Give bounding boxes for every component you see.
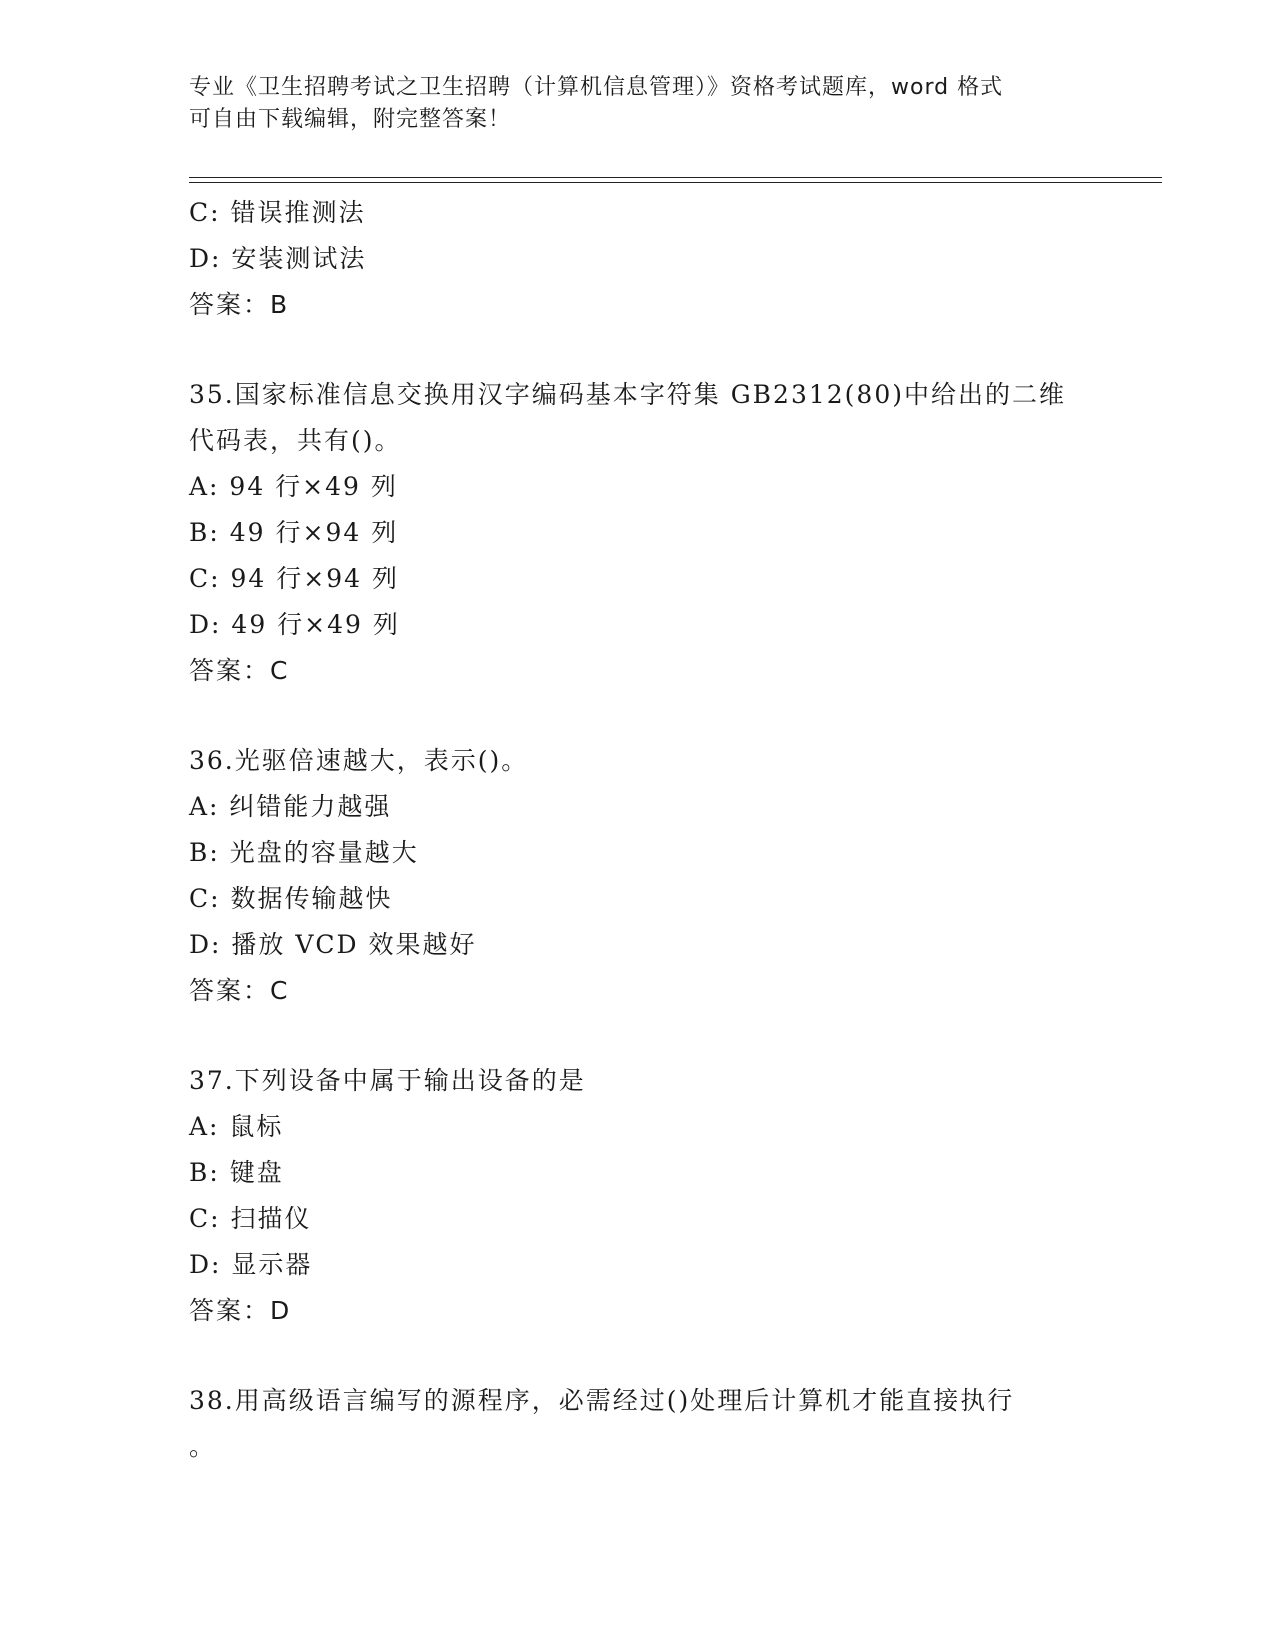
header-divider-bottom (189, 182, 1162, 183)
question-35 (189, 372, 1089, 694)
question-37 (189, 1058, 1089, 1334)
question-gap (189, 1014, 1089, 1058)
option-b: B: 光盘的容量越大 (189, 838, 419, 867)
question-36 (189, 738, 1089, 1014)
option-d: D: 显示器 (189, 1250, 313, 1279)
answer: 答案：C (189, 976, 290, 1005)
document-header (189, 72, 1089, 136)
question-gap (189, 694, 1089, 738)
header-line-1: 专业《卫生招聘考试之卫生招聘（计算机信息管理）》资格考试题库，word 格式 (189, 75, 1004, 100)
option-d: D: 49 行×49 列 (189, 610, 400, 639)
question-34 (189, 190, 1089, 328)
answer: 答案：C (189, 656, 290, 685)
option-c: C: 94 行×94 列 (189, 564, 399, 593)
question-stem: 37.下列设备中属于输出设备的是 (189, 1066, 586, 1095)
option-c: C: 扫描仪 (189, 1204, 312, 1233)
answer: 答案：B (189, 290, 290, 319)
question-stem: 36.光驱倍速越大，表示()。 (189, 746, 529, 775)
question-gap (189, 1334, 1089, 1378)
option-c: C: 错误推测法 (189, 198, 366, 227)
question-stem-continued: 代码表，共有()。 (189, 426, 402, 455)
option-a: A: 纠错能力越强 (189, 792, 392, 821)
option-d: D: 安装测试法 (189, 244, 367, 273)
option-a: A: 94 行×49 列 (189, 472, 398, 501)
question-stem-continued: 。 (189, 1432, 217, 1461)
header-divider-top (189, 177, 1162, 178)
option-b: B: 49 行×94 列 (189, 518, 399, 547)
question-gap (189, 328, 1089, 372)
header-line-2: 可自由下载编辑，附完整答案！ (189, 107, 512, 132)
answer: 答案：D (189, 1296, 292, 1325)
option-b: B: 键盘 (189, 1158, 284, 1187)
question-stem: 35.国家标准信息交换用汉字编码基本字符集 GB2312(80)中给出的二维 (189, 380, 1066, 409)
question-stem: 38.用高级语言编写的源程序，必需经过()处理后计算机才能直接执行 (189, 1386, 1015, 1415)
option-a: A: 鼠标 (189, 1112, 284, 1141)
option-d: D: 播放 VCD 效果越好 (189, 930, 477, 959)
option-c: C: 数据传输越快 (189, 884, 393, 913)
question-list (189, 190, 1089, 1470)
question-38 (189, 1378, 1089, 1470)
